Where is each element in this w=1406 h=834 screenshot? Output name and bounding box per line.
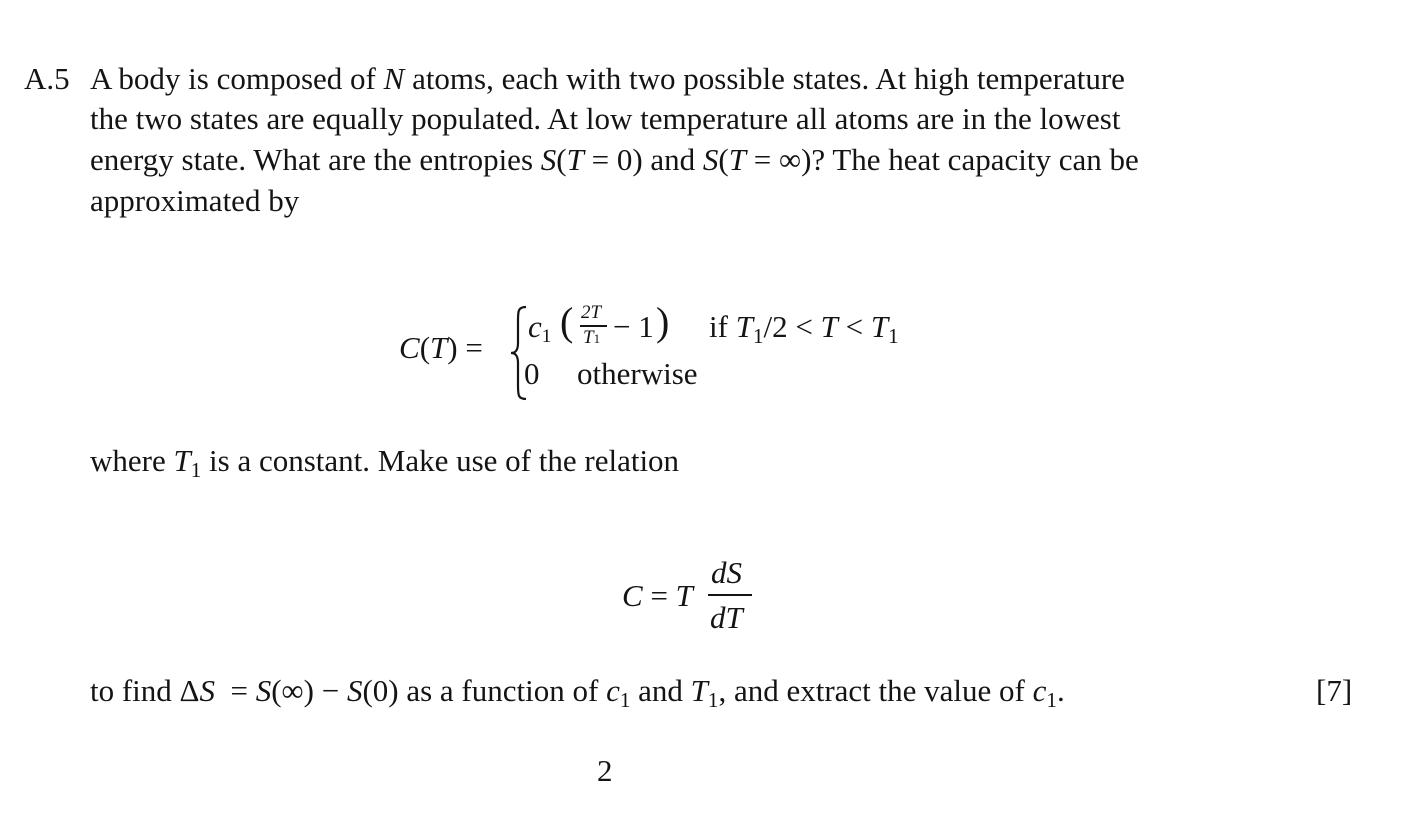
- page-number: 2: [597, 753, 613, 788]
- equation-lhs: C(T) =: [399, 330, 483, 365]
- points-label: [7]: [1316, 673, 1353, 708]
- intro-line-2: the two states are equally populated. At low temperature all atoms are in the lowest: [90, 101, 1121, 136]
- case-2-condition: otherwise: [577, 356, 698, 391]
- case-2-expression: 0: [524, 356, 540, 391]
- final-text: to find ΔS = S(∞) − S(0) as a function of $c_1$ and $T_1$, and extract the value of $c_1$.: [90, 673, 1065, 712]
- case-1-condition: if $T_1/2 < T < T_1$: [709, 309, 899, 348]
- middle-text: where $T_1$ is a constant. Make use of the relation: [90, 443, 680, 482]
- problem-number: A.5: [24, 61, 70, 96]
- intro-line-1: A body is composed of N atoms, each with two possible states. At high temperature: [90, 61, 1125, 96]
- intro-line-3: energy state. What are the entropies S(T = 0) and S(T = ∞)? The heat capacity can be: [90, 142, 1139, 177]
- intro-line-4: approximated by: [90, 183, 300, 218]
